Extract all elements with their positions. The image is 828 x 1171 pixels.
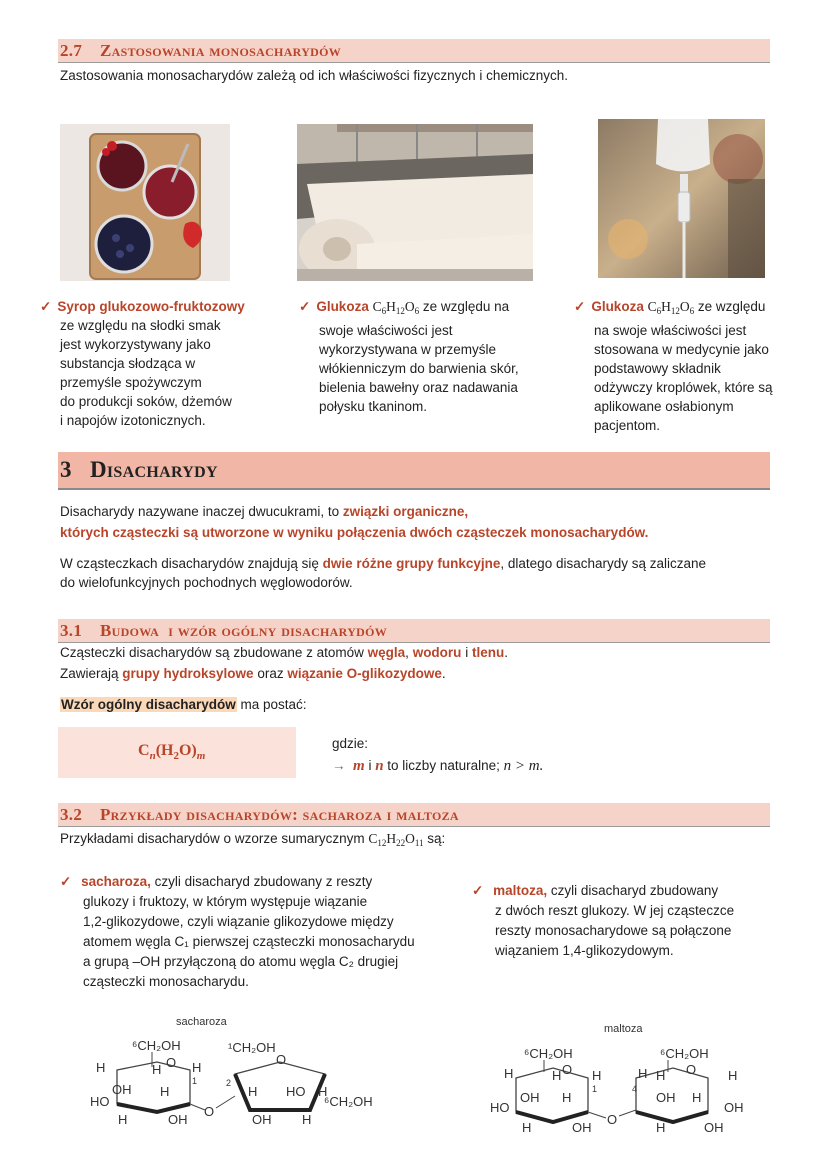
- general-formula-box: [58, 727, 296, 778]
- text: ma postać:: [236, 697, 307, 712]
- text: cząsteczki monosacharydu.: [83, 974, 249, 989]
- text: czyli disacharyd zbudowany: [547, 883, 719, 898]
- maltose-label: maltoza: [604, 1023, 643, 1035]
- svg-text:OH: OH: [704, 1120, 724, 1135]
- section-number: 3: [60, 457, 72, 482]
- section-3-1-header: [58, 619, 770, 643]
- use-line: odżywczy kroplówek, które są: [594, 380, 773, 395]
- inequality: n > m.: [503, 758, 544, 774]
- use-line: aplikowane osłabionym: [594, 399, 734, 414]
- svg-text:⁶CH₂OH: ⁶CH₂OH: [132, 1038, 181, 1053]
- highlight: związki organiczne,: [342, 504, 469, 519]
- svg-text:HO: HO: [490, 1100, 510, 1115]
- svg-text:H: H: [248, 1084, 258, 1099]
- use-line: bielenia bawełny oraz nadawania: [319, 380, 518, 395]
- svg-text:H: H: [692, 1090, 702, 1105]
- use-highlight: Glukoza: [316, 299, 369, 314]
- use-after: ze względu na: [419, 299, 510, 314]
- text: Zawierają: [60, 666, 123, 681]
- svg-text:H: H: [592, 1068, 602, 1083]
- svg-text:H: H: [96, 1060, 106, 1075]
- section-title: Budowa i wzór ogólny disacharydów: [100, 621, 388, 640]
- svg-text:⁶CH₂OH: ⁶CH₂OH: [660, 1046, 709, 1061]
- svg-text:H: H: [638, 1066, 648, 1081]
- text: Cząsteczki disacharydów są zbudowane z atomów: [60, 645, 368, 660]
- disaccharide-formula: $C_{12}H_{22}O_{11}$: [368, 831, 424, 848]
- arrow-icon: →: [332, 758, 346, 773]
- svg-text:OH: OH: [112, 1082, 132, 1097]
- use-highlight: Syrop glukozowo-fruktozowy: [57, 299, 245, 314]
- glucose-formula: $C_6H_{12}O_6$: [372, 299, 420, 316]
- text: .: [504, 645, 508, 660]
- svg-text:H: H: [656, 1068, 666, 1083]
- sucrose-description: [60, 872, 450, 992]
- text: a grupą –OH przyłączoną do atomu węgla C₂ drugiej: [83, 954, 399, 969]
- section-number: 3.1: [60, 621, 83, 640]
- check-icon: ✓: [574, 299, 586, 314]
- use-line: pacjentom.: [594, 418, 661, 433]
- section-number: 3.2: [60, 805, 83, 824]
- svg-text:H: H: [656, 1120, 666, 1135]
- iv-drip-photo: [598, 119, 765, 278]
- highlight: grupy hydroksylowe: [122, 666, 254, 681]
- svg-text:⁶CH₂OH: ⁶CH₂OH: [524, 1046, 573, 1061]
- svg-text:H: H: [118, 1112, 128, 1127]
- use-medicine: [574, 297, 804, 435]
- use-after: ze względu: [694, 299, 766, 314]
- functional-groups-paragraph: [60, 554, 706, 592]
- text: W cząsteczkach disacharydów znajdują się: [60, 556, 323, 571]
- svg-text:H: H: [152, 1062, 162, 1077]
- text: z dwóch reszt glukozy. W jej cząsteczce: [495, 903, 735, 918]
- text: , dlatego disacharydy są zaliczane: [500, 556, 707, 571]
- section-title: Disacharydy: [90, 457, 218, 482]
- highlight: Wzór ogólny disacharydów: [61, 697, 236, 712]
- svg-text:O: O: [204, 1104, 215, 1119]
- svg-text:O: O: [166, 1055, 177, 1070]
- jam-jars-photo: [60, 124, 230, 281]
- use-line: jest wykorzystywany jako: [60, 337, 211, 352]
- svg-text:HO: HO: [90, 1094, 110, 1109]
- svg-text:H: H: [318, 1084, 328, 1099]
- svg-text:2: 2: [226, 1078, 232, 1088]
- section-number: 2.7: [60, 41, 83, 60]
- glucose-formula: $C_6H_{12}O_6$: [647, 299, 695, 316]
- section-title: Przykłady disacharydów: sacharoza i maltoza: [100, 805, 459, 824]
- highlight: maltoza,: [493, 883, 548, 898]
- use-line: stosowana w medycynie jako: [594, 342, 769, 357]
- text: glukozy i fruktozy, w którym występuje wiązanie: [83, 894, 368, 909]
- svg-text:H: H: [562, 1090, 572, 1105]
- svg-text:OH: OH: [520, 1090, 540, 1105]
- use-syrup: [40, 297, 255, 430]
- highlight: których cząsteczki są utworzone w wyniku połączenia dwóch cząsteczek monosacharydów.: [60, 525, 649, 540]
- svg-text:H: H: [302, 1112, 312, 1127]
- svg-text:OH: OH: [252, 1112, 272, 1127]
- use-highlight: Glukoza: [591, 299, 644, 314]
- general-formula: $C_n(H_2O)_m$: [138, 742, 206, 762]
- svg-text:OH: OH: [724, 1100, 744, 1115]
- svg-text:H: H: [728, 1068, 738, 1083]
- highlight: wiązanie O-glikozydowe: [287, 666, 442, 681]
- text: i: [461, 645, 472, 660]
- var-m: m: [353, 758, 365, 774]
- highlight: wodoru: [412, 645, 462, 660]
- maltose-structure: [488, 1020, 758, 1148]
- section-title: Zastosowania monosacharydów: [100, 41, 342, 60]
- section-2-7-intro: Zastosowania monosacharydów zależą od ich właściwości fizycznych i chemicznych.: [60, 68, 568, 83]
- svg-text:H: H: [192, 1060, 202, 1075]
- use-line: włókienniczym do barwienia skór,: [319, 361, 519, 376]
- svg-text:HO: HO: [286, 1084, 306, 1099]
- section-3-2-intro: [60, 829, 445, 853]
- svg-text:4: 4: [632, 1084, 638, 1094]
- svg-text:OH: OH: [168, 1112, 188, 1127]
- svg-text:O: O: [276, 1052, 287, 1067]
- check-icon: ✓: [40, 299, 52, 314]
- svg-text:H: H: [522, 1120, 532, 1135]
- text: i: [364, 758, 376, 773]
- use-line: do produkcji soków, dżemów: [60, 394, 232, 409]
- svg-text:1: 1: [192, 1076, 198, 1086]
- text: ,: [405, 645, 413, 660]
- highlight: węgla: [367, 645, 406, 660]
- use-line: podstawowy składnik: [594, 361, 721, 376]
- general-formula-label: [60, 695, 307, 714]
- composition-text: [60, 643, 508, 683]
- textile-machine-photo: [297, 124, 533, 281]
- maltose-description: [472, 881, 792, 961]
- svg-text:OH: OH: [572, 1120, 592, 1135]
- use-line: substancja słodząca w: [60, 356, 196, 371]
- use-line: swoje właściwości jest: [319, 323, 453, 338]
- text: 1,2-glikozydowe, czyli wiązanie glikozydowe między: [83, 914, 394, 929]
- text: czyli disacharyd zbudowany z reszty: [150, 874, 373, 889]
- svg-text:OH: OH: [656, 1090, 676, 1105]
- text: oraz: [253, 666, 288, 681]
- text: gdzie:: [332, 736, 369, 751]
- sucrose-structure: [80, 1012, 390, 1140]
- svg-text:O: O: [686, 1062, 697, 1077]
- highlight: sacharoza,: [81, 874, 151, 889]
- use-textile: [299, 297, 559, 416]
- svg-text:⁶CH₂OH: ⁶CH₂OH: [324, 1094, 373, 1109]
- sucrose-label: sacharoza: [176, 1016, 227, 1028]
- check-icon: ✓: [472, 883, 484, 898]
- text: Disacharydy nazywane inaczej dwucukrami, to: [60, 504, 343, 519]
- text: do wielofunkcyjnych pochodnych węglowodorów.: [60, 575, 353, 590]
- highlight: dwie różne grupy funkcyjne: [322, 556, 501, 571]
- use-line: ze względu na słodki smak: [60, 318, 221, 333]
- svg-text:O: O: [607, 1112, 618, 1127]
- section-3-2-header: [58, 803, 770, 827]
- svg-text:H: H: [504, 1066, 514, 1081]
- text: reszty monosacharydowe są połączone: [495, 923, 732, 938]
- text: wiązaniem 1,4-glikozydowym.: [495, 943, 674, 958]
- svg-text:H: H: [552, 1068, 562, 1083]
- check-icon: ✓: [299, 299, 311, 314]
- highlight: tlenu: [471, 645, 505, 660]
- use-line: na swoje właściwości jest: [594, 323, 747, 338]
- svg-text:O: O: [562, 1062, 573, 1077]
- text: to liczby naturalne;: [383, 758, 504, 773]
- use-line: połysku tkaninom.: [319, 399, 428, 414]
- section-2-7-header: [58, 39, 770, 63]
- svg-text:H: H: [160, 1084, 170, 1099]
- text: atomem węgla C₁ pierwszej cząsteczki monosacharydu: [83, 934, 415, 949]
- use-line: i napojów izotonicznych.: [60, 413, 206, 428]
- var-n: n: [375, 758, 384, 774]
- svg-text:¹CH₂OH: ¹CH₂OH: [228, 1040, 276, 1055]
- section-3-header: [58, 452, 770, 490]
- use-line: przemyśle spożywczym: [60, 375, 202, 390]
- text: są:: [423, 831, 446, 846]
- disaccharide-definition: [60, 502, 648, 542]
- use-line: wykorzystywana w przemyśle: [319, 342, 497, 357]
- svg-text:1: 1: [592, 1084, 598, 1094]
- check-icon: ✓: [60, 874, 72, 889]
- formula-explanation: [332, 734, 543, 776]
- text: Przykładami disacharydów o wzorze sumarycznym: [60, 831, 369, 846]
- text: .: [441, 666, 446, 681]
